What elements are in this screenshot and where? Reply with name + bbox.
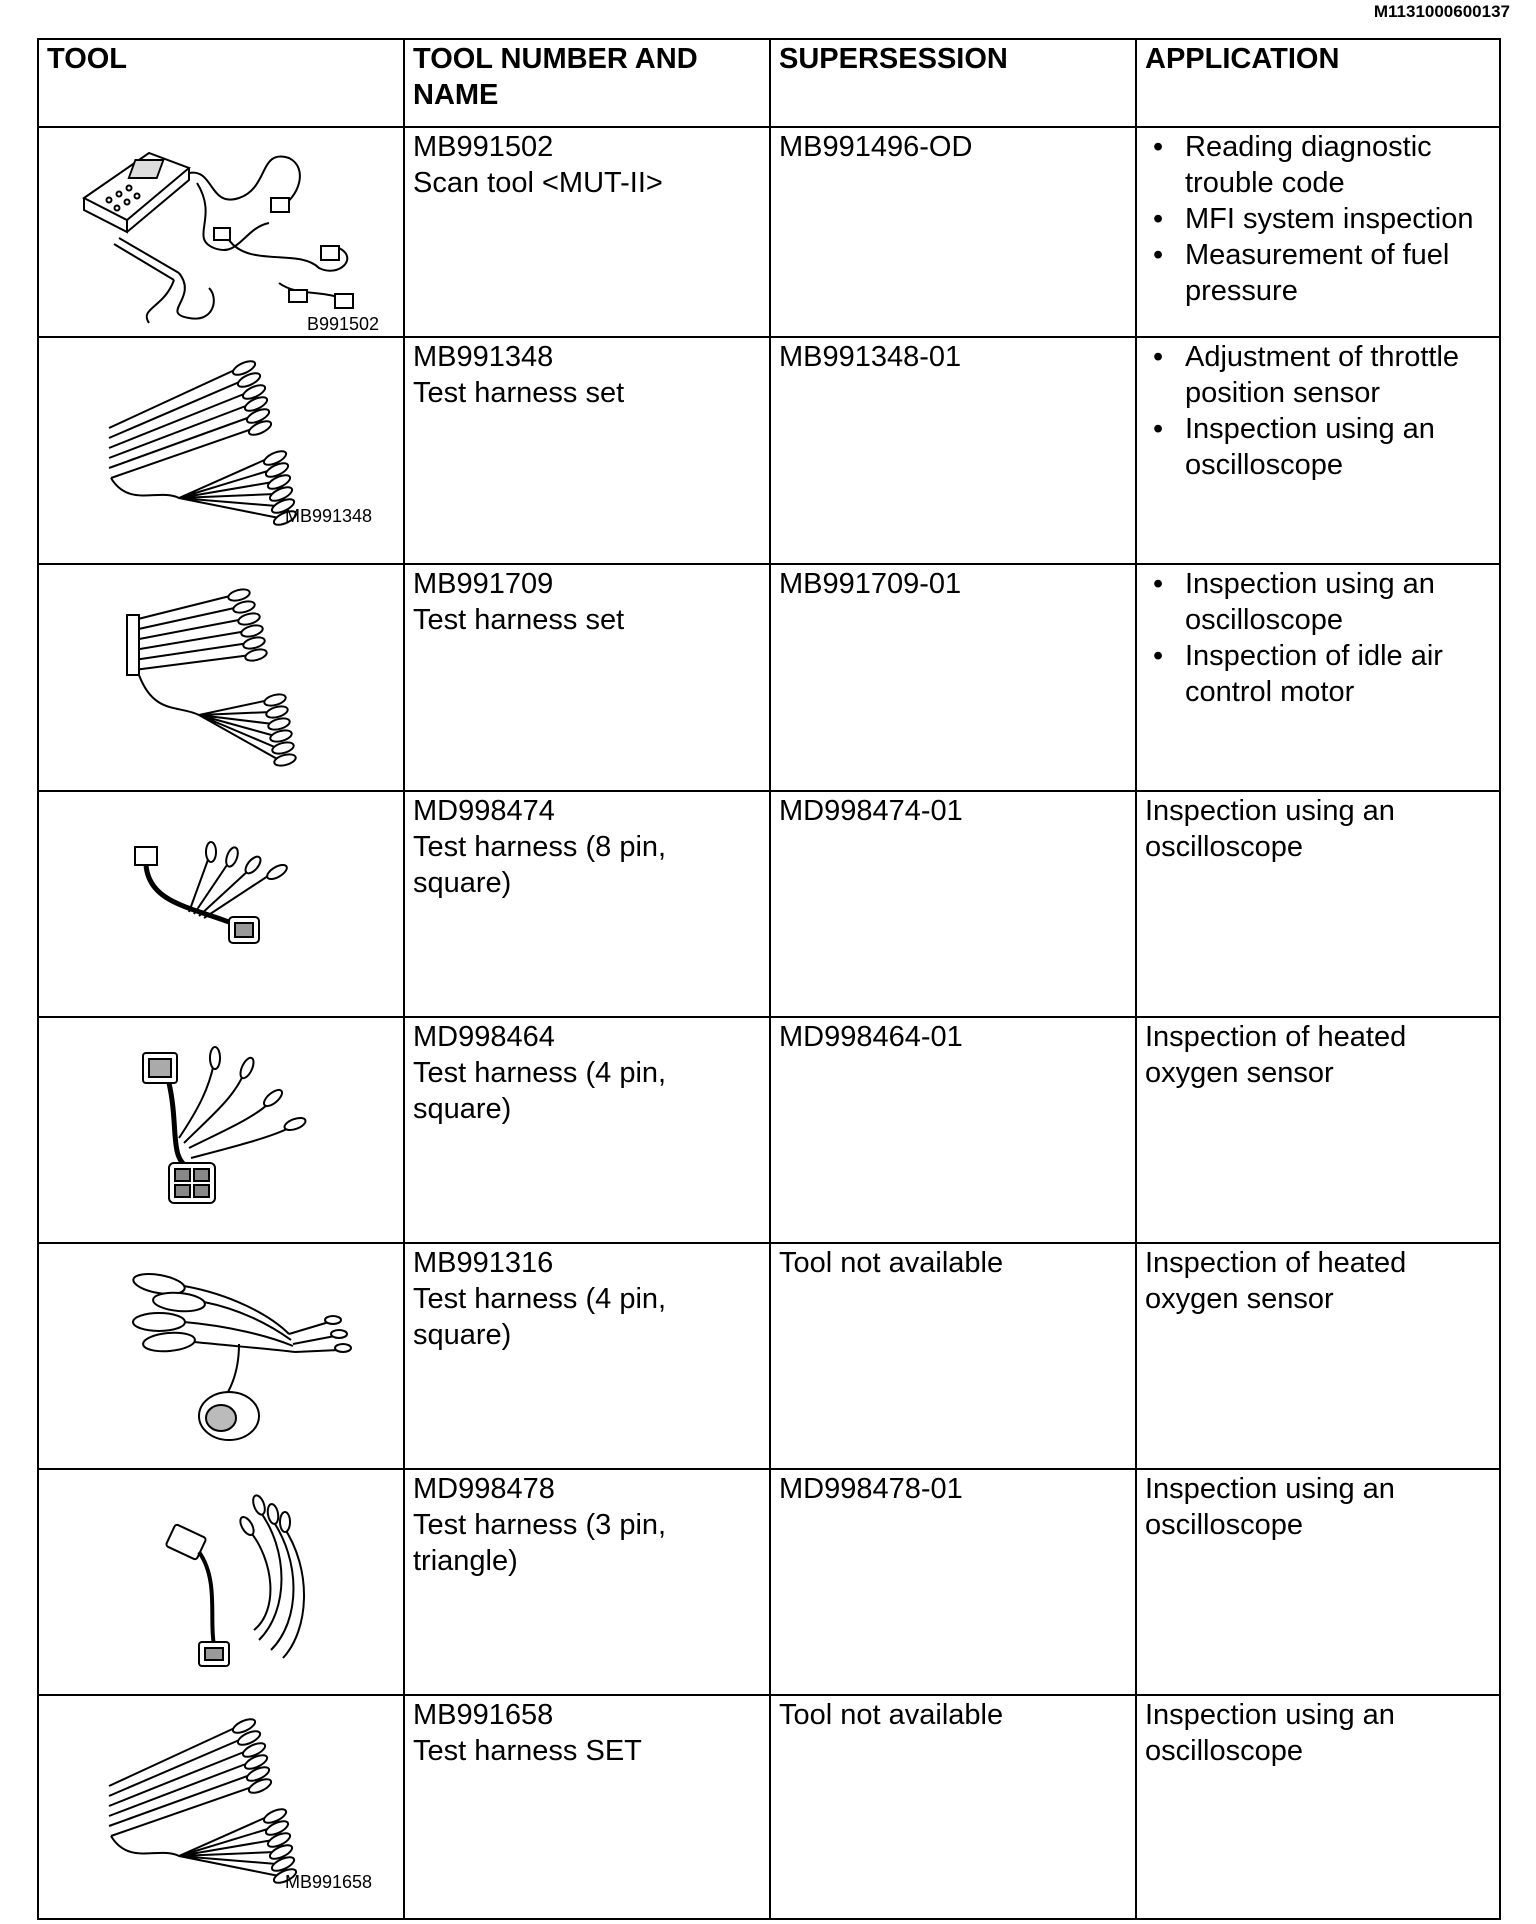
supersession-cell: MD998478-01: [770, 1469, 1136, 1695]
application-item: • Adjustment of throttle position sensor: [1145, 339, 1491, 411]
application-item: • Reading diagnostic trouble code: [1145, 129, 1491, 201]
tool-number: MB991316: [413, 1247, 554, 1279]
tool-number: MB991502: [413, 131, 554, 163]
tool-image-cell: [38, 1469, 404, 1695]
tool-image-cell: [38, 127, 404, 337]
tool-number: MD998478: [413, 1473, 555, 1505]
application-cell: Inspection using an oscilloscope: [1136, 791, 1500, 1017]
application-cell: Inspection of heated oxygen sensor: [1136, 1017, 1500, 1243]
header-application: APPLICATION: [1136, 39, 1500, 127]
tool-number-name-cell: [404, 1243, 770, 1469]
application-cell: [1136, 337, 1500, 564]
supersession-cell: Tool not available: [770, 1243, 1136, 1469]
tool-number-name-cell: [404, 791, 770, 1017]
tool-number: MB991709: [413, 568, 554, 600]
tool-name: Test harness set: [413, 604, 625, 636]
tool-number: MD998474: [413, 795, 555, 827]
supersession-cell: Tool not available: [770, 1695, 1136, 1919]
tool-number: MB991658: [413, 1699, 554, 1731]
tool-number: MD998464: [413, 1021, 555, 1053]
tool-name: Test harness SET: [413, 1735, 642, 1767]
application-cell: [1136, 564, 1500, 791]
tool-image-caption: B991502: [307, 314, 380, 334]
application-item: • MFI system inspection: [1145, 201, 1491, 237]
test-harness-set-illustration-icon: [39, 338, 401, 561]
supersession-cell: MD998464-01: [770, 1017, 1136, 1243]
test-harness-set-illustration-icon: [39, 565, 401, 788]
supersession-cell: MB991709-01: [770, 564, 1136, 791]
table-row: [38, 1695, 1500, 1919]
application-item: • Inspection using an oscilloscope: [1145, 411, 1491, 483]
tool-number-name-cell: [404, 337, 770, 564]
application-cell: Inspection using an oscilloscope: [1136, 1469, 1500, 1695]
application-item: • Inspection of idle air control motor: [1145, 638, 1491, 710]
tool-name: Test harness (8 pin, square): [413, 831, 667, 899]
application-cell: Inspection using an oscilloscope: [1136, 1695, 1500, 1919]
application-item: • Measurement of fuel pressure: [1145, 237, 1491, 309]
supersession-cell: MB991348-01: [770, 337, 1136, 564]
tool-number-name-cell: [404, 127, 770, 337]
tool-number-name-cell: [404, 564, 770, 791]
tool-number: MB991348: [413, 341, 554, 373]
tool-image-caption: MB991348: [285, 506, 373, 526]
table-row: [38, 127, 1500, 337]
tool-image-cell: [38, 1243, 404, 1469]
table-row: [38, 564, 1500, 791]
test-harness-connector-illustration-icon: [39, 792, 401, 1014]
tool-name: Test harness (3 pin, triangle): [413, 1509, 667, 1577]
tool-image-caption: MB991658: [285, 1872, 373, 1892]
tool-name: Test harness (4 pin, square): [413, 1057, 667, 1125]
document-id: M1131000600137: [1373, 2, 1510, 21]
special-tools-table: [37, 38, 1501, 1920]
test-harness-connector-illustration-icon: [39, 1018, 401, 1240]
header-row: [38, 39, 1500, 127]
tool-image-cell: [38, 791, 404, 1017]
table-row: [38, 791, 1500, 1017]
scan-tool-illustration-icon: [39, 128, 401, 334]
tool-number-name-cell: [404, 1017, 770, 1243]
header-supersession: SUPERSESSION: [770, 39, 1136, 127]
tool-number-name-cell: [404, 1695, 770, 1919]
supersession-cell: MB991496-OD: [770, 127, 1136, 337]
header-tool-number-and-name: TOOL NUMBER AND NAME: [404, 39, 770, 127]
header-tool: TOOL: [38, 39, 404, 127]
table-row: [38, 337, 1500, 564]
application-item: • Inspection using an oscilloscope: [1145, 566, 1491, 638]
tool-name: Test harness (4 pin, square): [413, 1283, 667, 1351]
tool-image-cell: [38, 564, 404, 791]
tool-image-cell: [38, 337, 404, 564]
tool-image-cell: [38, 1695, 404, 1919]
table-row: [38, 1243, 1500, 1469]
supersession-cell: MD998474-01: [770, 791, 1136, 1017]
test-harness-connector-illustration-icon: [39, 1470, 401, 1692]
table-row: [38, 1017, 1500, 1243]
tool-name: Test harness set: [413, 377, 625, 409]
tool-name: Scan tool <MUT-II>: [413, 167, 663, 199]
tool-image-cell: [38, 1017, 404, 1243]
application-cell: Inspection of heated oxygen sensor: [1136, 1243, 1500, 1469]
test-harness-connector-illustration-icon: [39, 1244, 401, 1466]
table-row: [38, 1469, 1500, 1695]
application-cell: [1136, 127, 1500, 337]
tool-number-name-cell: [404, 1469, 770, 1695]
